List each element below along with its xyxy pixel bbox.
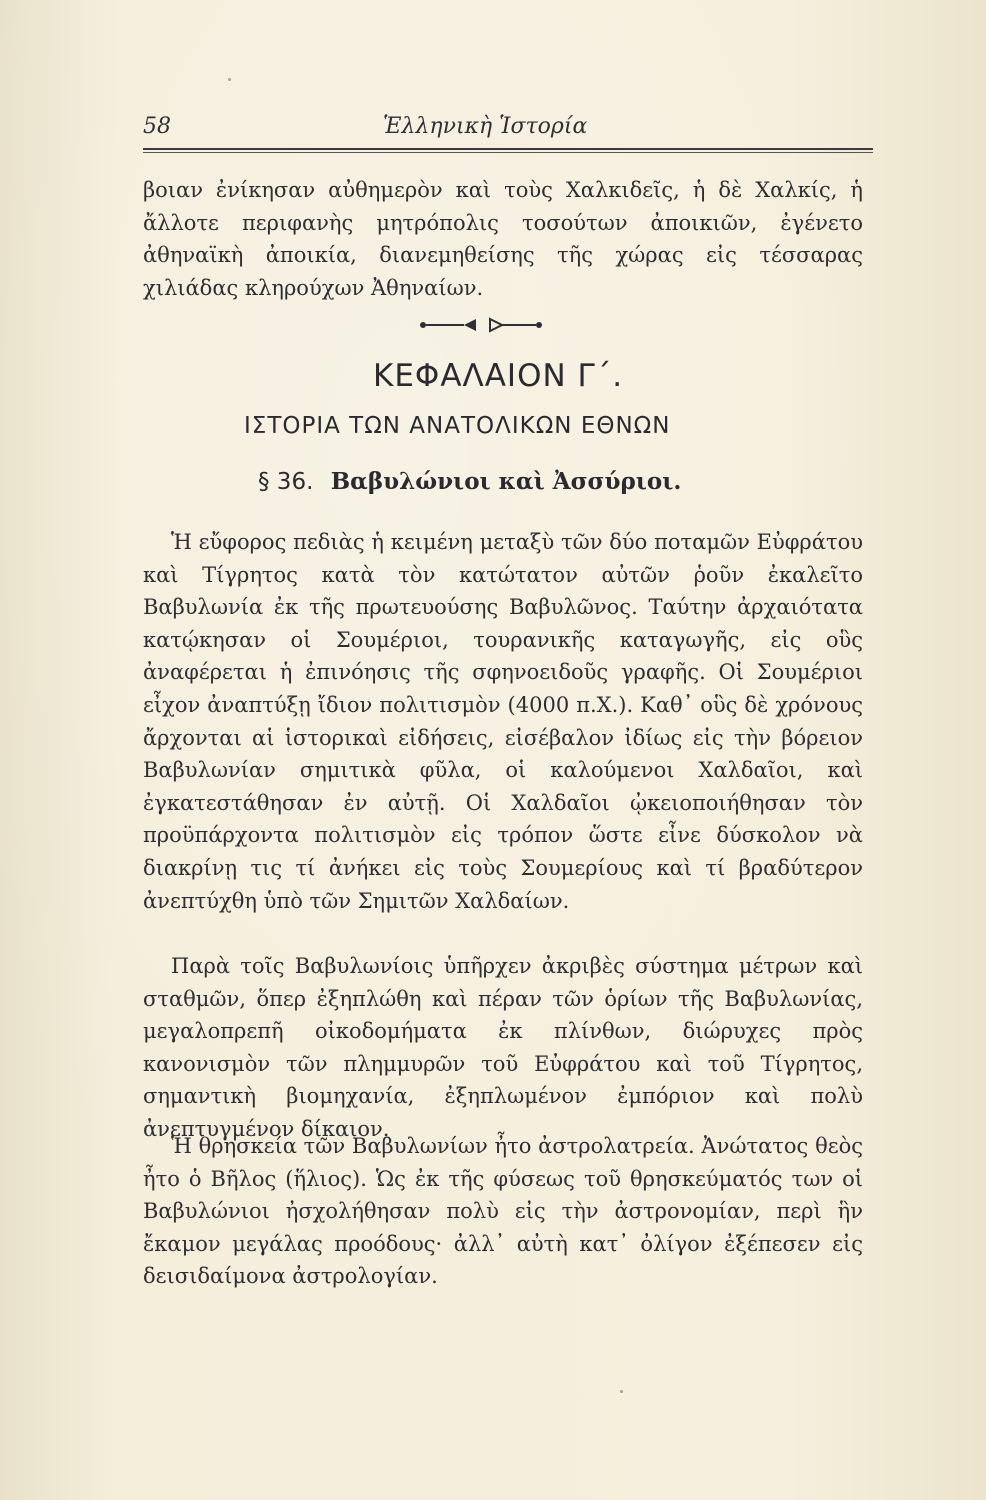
intro-paragraph: βοιαν ἐνίκησαν αὐθημερὸν καὶ τοὺς Χαλκιδεῖς, ἡ δὲ Χαλκίς, ἡ ἄλλοτε περιφανὴς μητρόπολις τοσούτων ἀποικιῶν, ἐγένετο ἀθηναϊκὴ ἀποικία, διανεμηθείσης τῆς χώρας εἰς τέσσαρας χιλιάδας κληρούχων Ἀθηναίων. bbox=[143, 178, 863, 300]
section-number: § 36. bbox=[258, 469, 314, 495]
ornament-divider bbox=[418, 316, 568, 334]
paper-speck bbox=[228, 78, 231, 81]
header-rule-thin bbox=[143, 152, 873, 153]
body-paragraph-1: Ἡ εὔφορος πεδιὰς ἡ κειμένη μεταξὺ τῶν δύο ποταμῶν Εὐφράτου καὶ Τίγρητος κατὰ τὸν κατώτατον αὐτῶν ῥοῦν ἐκαλεῖτο Βαβυλωνία ἐκ τῆς πρωτευούσης Βαβυλῶνος. Ταύτην ἀρχαιότατα κατῴκησαν οἱ Σουμέριοι, τουρανικῆς καταγωγῆς, εἰς οὓς ἀναφέρεται ἡ ἐπινόησις τῆς σφηνοειδοῦς γραφῆς. Οἱ Σουμέριοι εἶχον ἀναπτύξῃ ἴδιον πολιτισμὸν (4000 π.Χ.). Καθ᾽ οὓς δὲ χρόνους ἄρχονται αἱ ἱστορικαὶ εἰδήσεις, εἰσέβαλον ἰδίως εἰς τὴν βόρειον Βαβυλωνίαν σημιτικὰ φῦλα, οἱ καλούμενοι Χαλδαῖοι, καὶ ἐγκατεστάθησαν ἐν αὐτῇ. Οἱ Χαλδαῖοι ᾠκειοποιήθησαν τὸν προϋπάρχοντα πολιτισμὸν εἰς τρόπον ὥστε εἶνε δύσκολον νὰ διακρίνῃ τις τί ἀνήκει εἰς τοὺς Σουμερίους καὶ τί βραδύτερον ἀνεπτύχθη ὑπὸ τῶν Σημιτῶν Χαλδαίων. bbox=[143, 530, 863, 913]
paper-speck bbox=[620, 1390, 623, 1393]
body-paragraph-3: Ἡ θρησκεία τῶν Βαβυλωνίων ἦτο ἀστρολατρεία. Ἀνώτατος θεὸς ἦτο ὁ Βῆλος (ἥλιος). Ὡς ἐκ τῆς φύσεως τοῦ θρησκεύματός των οἱ Βαβυλώνιοι ἠσχολήθησαν πολὺ εἰς τὴν ἀστρονομίαν, περὶ ἣν ἔκαμον μεγάλας προόδους· ἀλλ᾽ αὐτὴ κατ᾽ ὀλίγον ἐξέπεσεν εἰς δεισιδαίμονα ἀστρολογίαν. bbox=[143, 1134, 863, 1289]
page-number: 58 bbox=[143, 114, 171, 139]
chapter-title: ΚΕΦΑΛΑΙΟΝ Γ΄. bbox=[373, 358, 624, 394]
section-heading bbox=[258, 468, 681, 495]
running-title: Ἑλληνικὴ Ἱστορία bbox=[383, 114, 588, 139]
body-paragraph-2: Παρὰ τοῖς Βαβυλωνίοις ὑπῆρχεν ἀκριβὲς σύστημα μέτρων καὶ σταθμῶν, ὅπερ ἐξηπλώθη καὶ πέραν τῶν ὁρίων τῆς Βαβυλωνίας, μεγαλοπρεπῆ οἰκοδομήματα ἐκ πλίνθων, διώρυχες πρὸς κανονισμὸν τῶν πλημμυρῶν τοῦ Εὐφράτου καὶ τοῦ Τίγρητος, σημαντικὴ βιομηχανία, ἐξηπλωμένον ἐμπόριον καὶ πολὺ ἀνεπτυγμένον δίκαιον. bbox=[143, 954, 863, 1141]
chapter-subtitle: ΙΣΤΟΡΙΑ ΤΩΝ ΑΝΑΤΟΛΙΚΩΝ ΕΘΝΩΝ bbox=[244, 413, 671, 439]
section-title: Βαβυλώνιοι καὶ Ἀσσύριοι. bbox=[330, 468, 682, 495]
header-rule bbox=[143, 148, 873, 150]
page-header bbox=[143, 110, 878, 150]
